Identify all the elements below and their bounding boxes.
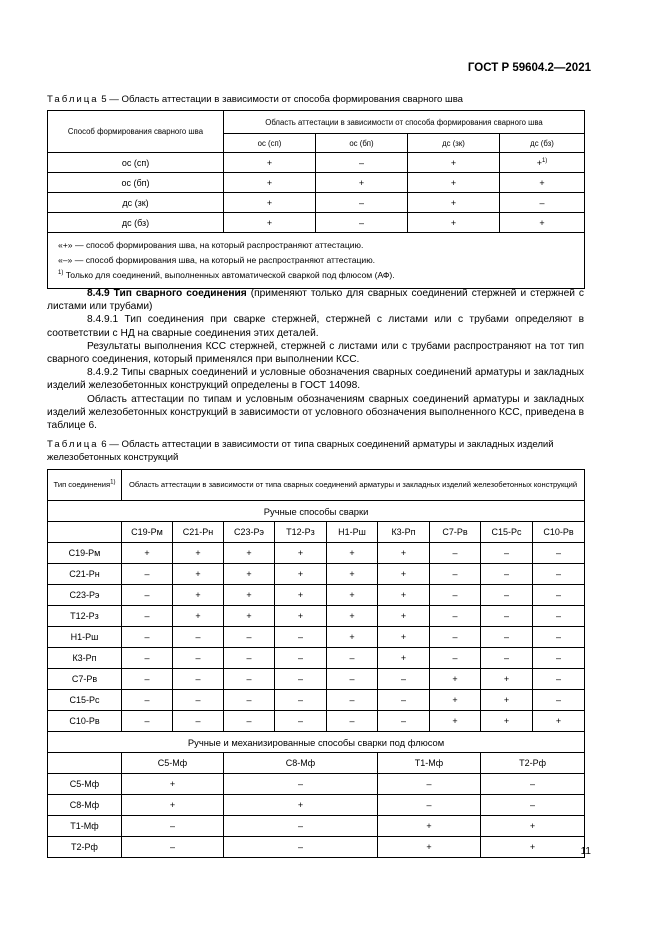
table-cell: – <box>533 669 585 690</box>
table-cell: + <box>481 669 533 690</box>
table-cell: + <box>275 606 327 627</box>
table-row <box>48 585 585 606</box>
table-cell: – <box>173 669 224 690</box>
table-cell: – <box>481 795 585 816</box>
section-body <box>47 287 584 432</box>
table-cell: – <box>327 648 378 669</box>
table6-column-header: Т12-Рз <box>275 522 327 543</box>
table-cell: + <box>327 627 378 648</box>
table-cell: – <box>378 669 430 690</box>
table5-caption-text: 5 — Область аттестации в зависимости от способа формирования сварного шва <box>98 94 464 105</box>
table-cell: – <box>224 711 275 732</box>
table6-column-header: Т1-Мф <box>378 753 481 774</box>
table-cell: + <box>327 585 378 606</box>
table-cell: – <box>122 585 173 606</box>
section-paragraph: Результаты выполнения КСС стержней, стержней с листами или с трубами распространяют на тот тип сварного соединения, который применялся при выполнении КСС. <box>47 340 584 366</box>
table-cell: – <box>430 606 481 627</box>
table-cell: – <box>430 564 481 585</box>
table5-footnote <box>58 268 572 283</box>
table-row <box>48 816 585 837</box>
table-cell: – <box>316 153 408 173</box>
table-cell: – <box>378 711 430 732</box>
table-cell: – <box>122 711 173 732</box>
table5-caption <box>47 93 463 106</box>
table-cell: + <box>378 816 481 837</box>
document-id: ГОСТ Р 59604.2—2021 <box>467 62 591 74</box>
section-paragraph: 8.4.9.2 Типы сварных соединений и условные обозначения сварных соединений арматуры и закладных изделий железобетонных конструкций определены в ГОСТ 14098. <box>47 367 584 392</box>
table-cell: – <box>224 669 275 690</box>
table-cell: – <box>122 837 224 858</box>
table-cell: + <box>173 585 224 606</box>
table-row <box>48 795 585 816</box>
table-cell: + <box>378 564 430 585</box>
table-cell: + <box>122 543 173 564</box>
table-cell: – <box>378 795 481 816</box>
table-cell: – <box>430 648 481 669</box>
table-cell: – <box>378 690 430 711</box>
table-row <box>48 669 585 690</box>
table-cell: – <box>275 627 327 648</box>
table-cell: – <box>378 774 481 795</box>
table6-col0-header-text: Тип соединения <box>53 480 111 489</box>
table-cell: – <box>533 543 585 564</box>
table-row <box>48 774 585 795</box>
table-cell: – <box>224 690 275 711</box>
table-cell: – <box>122 606 173 627</box>
table-cell: + <box>275 543 327 564</box>
table5-col0-header: Способ формирования сварного шва <box>48 111 224 153</box>
table-cell: – <box>316 193 408 213</box>
table6-column-header: С5-Мф <box>122 753 224 774</box>
row-label: С19-Рм <box>48 543 122 564</box>
table-cell: – <box>533 648 585 669</box>
footnote-mark: 1) <box>541 157 548 164</box>
table-cell: + <box>224 543 275 564</box>
table6-group-header: Область аттестации в зависимости от типа сварных соединений арматуры и закладных изделий железобетонных конструкций <box>122 470 585 501</box>
table-row <box>48 564 585 585</box>
table5-note: «–» — способ формирования шва, на который не распространяют аттестацию. <box>58 255 376 265</box>
table-cell: + <box>327 606 378 627</box>
row-label: дс (бз) <box>48 213 224 233</box>
table-cell: + <box>408 153 500 173</box>
row-label: К3-Рп <box>48 648 122 669</box>
table-cell: + <box>275 585 327 606</box>
table-cell: + <box>378 648 430 669</box>
table-cell: – <box>122 690 173 711</box>
row-label: ос (сп) <box>48 153 224 173</box>
table-cell: + <box>224 153 316 173</box>
table-row <box>48 627 585 648</box>
table-cell: – <box>481 774 585 795</box>
table6-caption-text: 6 — Область аттестации в зависимости от типа сварных соединений арматуры и закладных изделий железобетонных конструкций <box>47 439 554 463</box>
table-cell: – <box>500 193 585 213</box>
table5-column-header: дс (зк) <box>408 134 500 153</box>
table-cell: – <box>327 711 378 732</box>
table-cell: – <box>275 648 327 669</box>
table-row <box>48 153 585 173</box>
footnote-mark: 1) <box>110 479 116 486</box>
table-cell: + <box>378 837 481 858</box>
table-cell: + <box>500 173 585 193</box>
table-cell: + <box>408 173 500 193</box>
row-label: С15-Рс <box>48 690 122 711</box>
table5-group-header: Область аттестации в зависимости от способа формирования сварного шва <box>224 111 585 134</box>
table6-column-header: С21-Рн <box>173 522 224 543</box>
table-cell: – <box>275 711 327 732</box>
table-row <box>48 543 585 564</box>
table-cell: + <box>173 564 224 585</box>
table6-caption-prefix: Таблица <box>47 439 99 450</box>
table-cell: – <box>430 585 481 606</box>
row-label: С8-Мф <box>48 795 122 816</box>
table-cell: – <box>430 543 481 564</box>
row-label: ос (бп) <box>48 173 224 193</box>
table-cell: + <box>430 669 481 690</box>
table5-note: «+» — способ формирования шва, на который распространяют аттестацию. <box>58 240 364 250</box>
table-cell: – <box>122 648 173 669</box>
table-cell: + <box>378 585 430 606</box>
empty-cell <box>48 522 122 543</box>
row-label: С21-Рн <box>48 564 122 585</box>
page-number: 11 <box>580 846 591 857</box>
table6-manual-title: Ручные способы сварки <box>48 501 585 522</box>
table-cell: – <box>122 669 173 690</box>
table-cell: – <box>122 564 173 585</box>
table-cell: – <box>173 648 224 669</box>
table-row <box>48 837 585 858</box>
table-cell: + <box>224 585 275 606</box>
table-row <box>48 711 585 732</box>
table-cell: + <box>275 564 327 585</box>
table6-column-header: С23-Рэ <box>224 522 275 543</box>
table6-column-header: С10-Рв <box>533 522 585 543</box>
table-cell: – <box>481 543 533 564</box>
table-cell: – <box>533 627 585 648</box>
table-cell: + <box>224 173 316 193</box>
table-cell: + <box>173 543 224 564</box>
table-cell: + <box>481 816 585 837</box>
table6-column-header: С7-Рв <box>430 522 481 543</box>
table-cell: – <box>122 816 224 837</box>
table-cell: – <box>533 564 585 585</box>
table-cell: – <box>224 816 378 837</box>
table5-column-header: дс (бз) <box>500 134 585 153</box>
section-paragraph: 8.4.9.1 Тип соединения при сварке стержней, стержней с листами или с трубами определяют в соответствии с НД на сварные соединения этих деталей. <box>47 314 584 339</box>
row-label: С10-Рв <box>48 711 122 732</box>
table-cell: + <box>224 564 275 585</box>
table-row <box>48 193 585 213</box>
table5-notes <box>48 233 585 289</box>
table6-column-header: Н1-Рш <box>327 522 378 543</box>
table6-column-header: К3-Рп <box>378 522 430 543</box>
table-cell: + <box>378 627 430 648</box>
table6-column-header: Т2-Рф <box>481 753 585 774</box>
section-heading-rest: (применяют только для сварных соединений стержней и стержней с листами или трубами) <box>47 288 584 313</box>
table-cell: – <box>533 585 585 606</box>
table-row <box>48 173 585 193</box>
table-cell: + <box>430 711 481 732</box>
table-cell: – <box>316 213 408 233</box>
section-heading: 8.4.9 Тип сварного соединения <box>87 288 247 299</box>
table-cell: – <box>327 690 378 711</box>
empty-cell <box>48 753 122 774</box>
table-cell: – <box>224 774 378 795</box>
table-cell: – <box>122 627 173 648</box>
table-cell: + <box>316 173 408 193</box>
table-cell: – <box>430 627 481 648</box>
table-cell <box>500 153 585 173</box>
row-label: С7-Рв <box>48 669 122 690</box>
table-cell: – <box>173 711 224 732</box>
table-cell: + <box>122 774 224 795</box>
table-cell: – <box>327 669 378 690</box>
table-row <box>48 606 585 627</box>
row-label: С5-Мф <box>48 774 122 795</box>
table-cell: + <box>378 606 430 627</box>
row-label: С23-Рэ <box>48 585 122 606</box>
table-cell: + <box>224 795 378 816</box>
table6-flux-title: Ручные и механизированные способы сварки под флюсом <box>48 732 585 753</box>
row-label: Т2-Рф <box>48 837 122 858</box>
table-cell: – <box>173 690 224 711</box>
table-cell: + <box>224 213 316 233</box>
table5 <box>47 110 585 289</box>
table-row <box>48 690 585 711</box>
table-cell: – <box>224 837 378 858</box>
table6-column-header: С15-Рс <box>481 522 533 543</box>
table-row <box>48 213 585 233</box>
table-cell: + <box>378 543 430 564</box>
row-label: Т12-Рз <box>48 606 122 627</box>
table-cell: + <box>481 837 585 858</box>
table-cell: + <box>327 564 378 585</box>
table-cell: + <box>481 690 533 711</box>
table-cell: – <box>275 690 327 711</box>
table6 <box>47 469 585 858</box>
table6-column-header: С8-Мф <box>224 753 378 774</box>
table-cell: – <box>481 585 533 606</box>
table-cell: + <box>500 213 585 233</box>
table-cell: – <box>275 669 327 690</box>
table-cell: + <box>408 193 500 213</box>
table-cell: – <box>533 690 585 711</box>
table-cell: – <box>481 627 533 648</box>
table-cell: + <box>408 213 500 233</box>
table5-caption-prefix: Таблица <box>47 94 99 105</box>
table5-column-header: ос (сп) <box>224 134 316 153</box>
table-cell: + <box>224 606 275 627</box>
table6-caption <box>47 438 584 464</box>
table-cell: – <box>224 648 275 669</box>
table-cell: – <box>224 627 275 648</box>
table-cell: + <box>224 193 316 213</box>
table-cell-value: + <box>536 157 542 168</box>
table-cell: + <box>122 795 224 816</box>
table-cell: + <box>173 606 224 627</box>
row-label: дс (зк) <box>48 193 224 213</box>
table-cell: + <box>327 543 378 564</box>
table-cell: – <box>481 564 533 585</box>
table5-column-header: ос (бп) <box>316 134 408 153</box>
table6-column-header: С19-Рм <box>122 522 173 543</box>
table-cell: + <box>430 690 481 711</box>
section-heading-paragraph <box>47 287 584 313</box>
table-cell: – <box>173 627 224 648</box>
table-cell: – <box>533 606 585 627</box>
section-paragraph: Область аттестации по типам и условным обозначениям сварных соединений арматуры и закладных изделий железобетонных конструкций в зависимости от условного обозначения выполненного КСС, приведена в таблице 6. <box>47 393 584 432</box>
table5-footnote-text: Только для соединений, выполненных автоматической сваркой под флюсом (АФ). <box>63 270 395 280</box>
table-row <box>48 648 585 669</box>
footnote-mark: 1) <box>58 270 64 277</box>
table-cell: + <box>481 711 533 732</box>
table-cell: + <box>533 711 585 732</box>
table6-col0-header <box>48 470 122 501</box>
row-label: Н1-Рш <box>48 627 122 648</box>
row-label: Т1-Мф <box>48 816 122 837</box>
table-cell: – <box>481 606 533 627</box>
table-cell: – <box>481 648 533 669</box>
